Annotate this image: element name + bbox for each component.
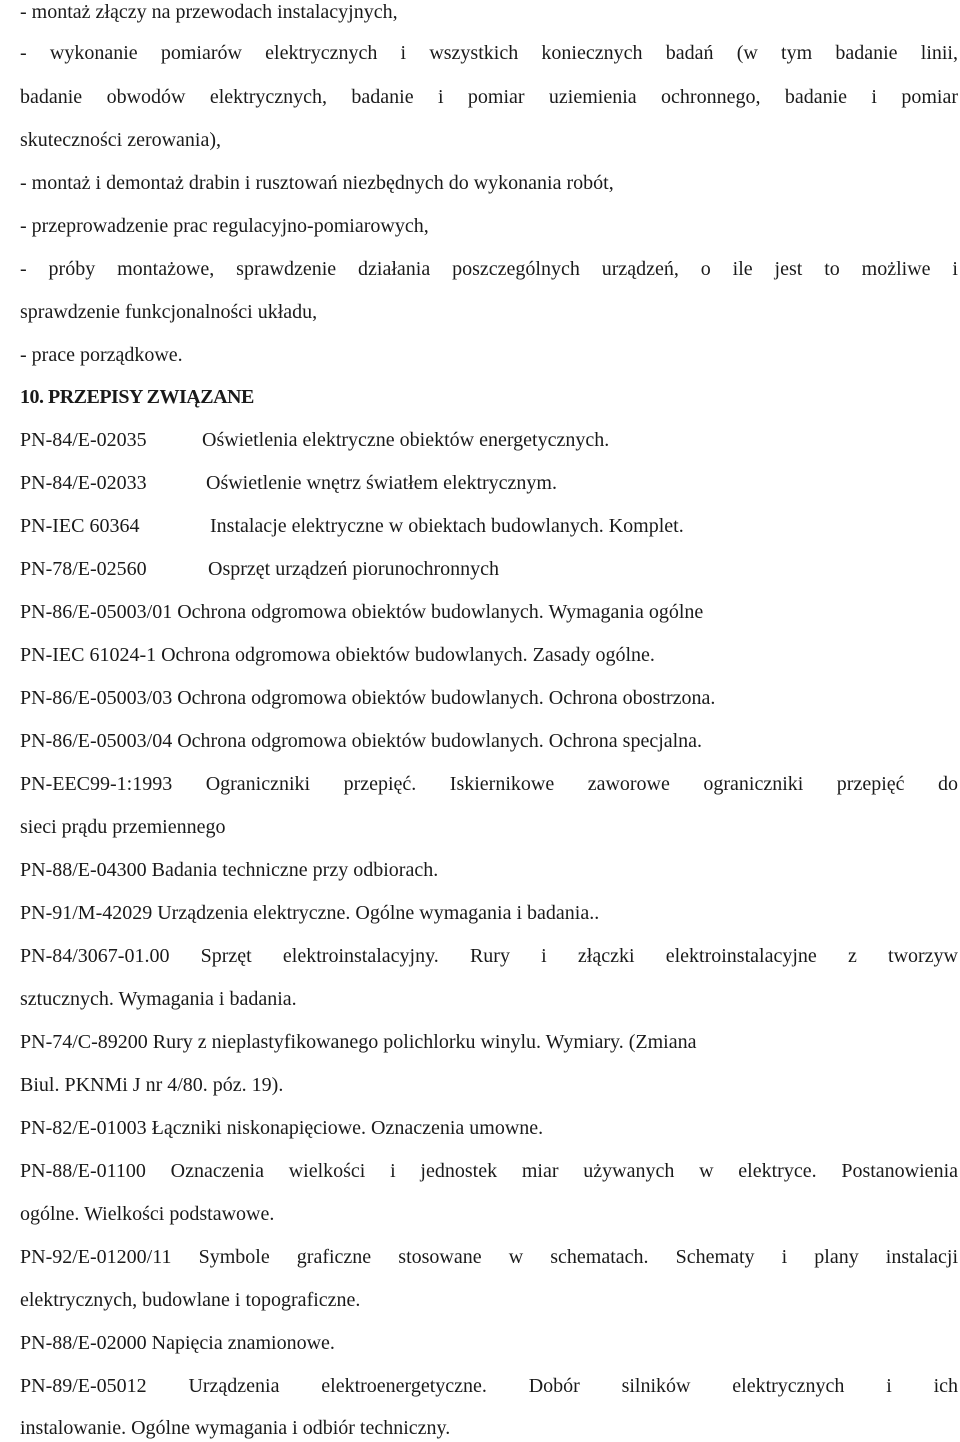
standard-title: Oświetlenia elektryczne obiektów energetycznych. [202, 429, 610, 451]
list-item: - montaż i demontaż drabin i rusztowań niezbędnych do wykonania robót, [20, 172, 614, 194]
standard-line: sztucznych. Wymagania i badania. [20, 988, 297, 1010]
standard-code: PN-78/E-02560 [20, 558, 147, 580]
section-heading: 10. PRZEPISY ZWIĄZANE [20, 386, 254, 408]
standard-code: PN-84/E-02033 [20, 472, 147, 494]
list-item: - wykonanie pomiarów elektrycznych i wszystkich koniecznych badań (w tym badanie linii, [20, 42, 958, 64]
paragraph-line: sprawdzenie funkcjonalności układu, [20, 301, 318, 323]
table-row [0, 471, 960, 495]
standard-line: PN-92/E-01200/11 Symbole graficzne stosowane w schematach. Schematy i plany instalacji [20, 1246, 958, 1268]
table-row [0, 428, 960, 452]
list-item: - przeprowadzenie prac regulacyjno-pomiarowych, [20, 215, 429, 237]
standard-line: PN-88/E-01100 Oznaczenia wielkości i jednostek miar używanych w elektryce. Postanowienia [20, 1160, 958, 1182]
standard-line: PN-EEC99-1:1993 Ograniczniki przepięć. Iskiernikowe zaworowe ograniczniki przepięć do [20, 773, 958, 795]
standard-title: Instalacje elektryczne w obiektach budowlanych. Komplet. [210, 515, 684, 537]
table-row [0, 514, 960, 538]
standard-line: elektrycznych, budowlane i topograficzne. [20, 1289, 361, 1311]
standard-line: sieci prądu przemiennego [20, 816, 226, 838]
paragraph-line: skuteczności zerowania), [20, 129, 222, 151]
list-item: - prace porządkowe. [20, 344, 183, 366]
standard-line: PN-86/E-05003/04 Ochrona odgromowa obiektów budowlanych. Ochrona specjalna. [20, 730, 703, 752]
standard-line: PN-88/E-02000 Napięcia znamionowe. [20, 1332, 335, 1354]
table-row [0, 557, 960, 581]
standard-line: PN-84/3067-01.00 Sprzęt elektroinstalacyjny. Rury i złączki elektroinstalacyjne z tworzyw [20, 945, 958, 967]
standard-line: PN-86/E-05003/03 Ochrona odgromowa obiektów budowlanych. Ochrona obostrzona. [20, 687, 716, 709]
standard-line: PN-88/E-04300 Badania techniczne przy odbiorach. [20, 859, 439, 881]
standard-line: ogólne. Wielkości podstawowe. [20, 1203, 275, 1225]
standard-line: PN-86/E-05003/01 Ochrona odgromowa obiektów budowlanych. Wymagania ogólne [20, 601, 704, 623]
paragraph-line: badanie obwodów elektrycznych, badanie i pomiar uziemienia ochronnego, badanie i pomiar [20, 86, 958, 108]
standard-line: PN-82/E-01003 Łączniki niskonapięciowe. Oznaczenia umowne. [20, 1117, 544, 1139]
standard-line: Biul. PKNMi J nr 4/80. póz. 19). [20, 1074, 284, 1096]
standard-code: PN-84/E-02035 [20, 429, 147, 451]
list-item: - próby montażowe, sprawdzenie działania poszczególnych urządzeń, o ile jest to możliwe i [20, 258, 958, 280]
standard-code: PN-IEC 60364 [20, 515, 140, 537]
standard-line: PN-74/C-89200 Rury z nieplastyfikowanego polichlorku winylu. Wymiary. (Zmiana [20, 1031, 697, 1053]
standard-title: Oświetlenie wnętrz światłem elektrycznym. [206, 472, 557, 494]
standard-line: PN-89/E-05012 Urządzenia elektroenergetyczne. Dobór silników elektrycznych i ich [20, 1375, 958, 1397]
standard-line: instalowanie. Ogólne wymagania i odbiór techniczny. [20, 1417, 451, 1439]
standard-line: PN-IEC 61024-1 Ochrona odgromowa obiektów budowlanych. Zasady ogólne. [20, 644, 655, 666]
list-item: - montaż złączy na przewodach instalacyjnych, [20, 1, 398, 23]
standard-title: Osprzęt urządzeń piorunochronnych [208, 558, 499, 580]
standard-line: PN-91/M-42029 Urządzenia elektryczne. Ogólne wymagania i badania.. [20, 902, 600, 924]
